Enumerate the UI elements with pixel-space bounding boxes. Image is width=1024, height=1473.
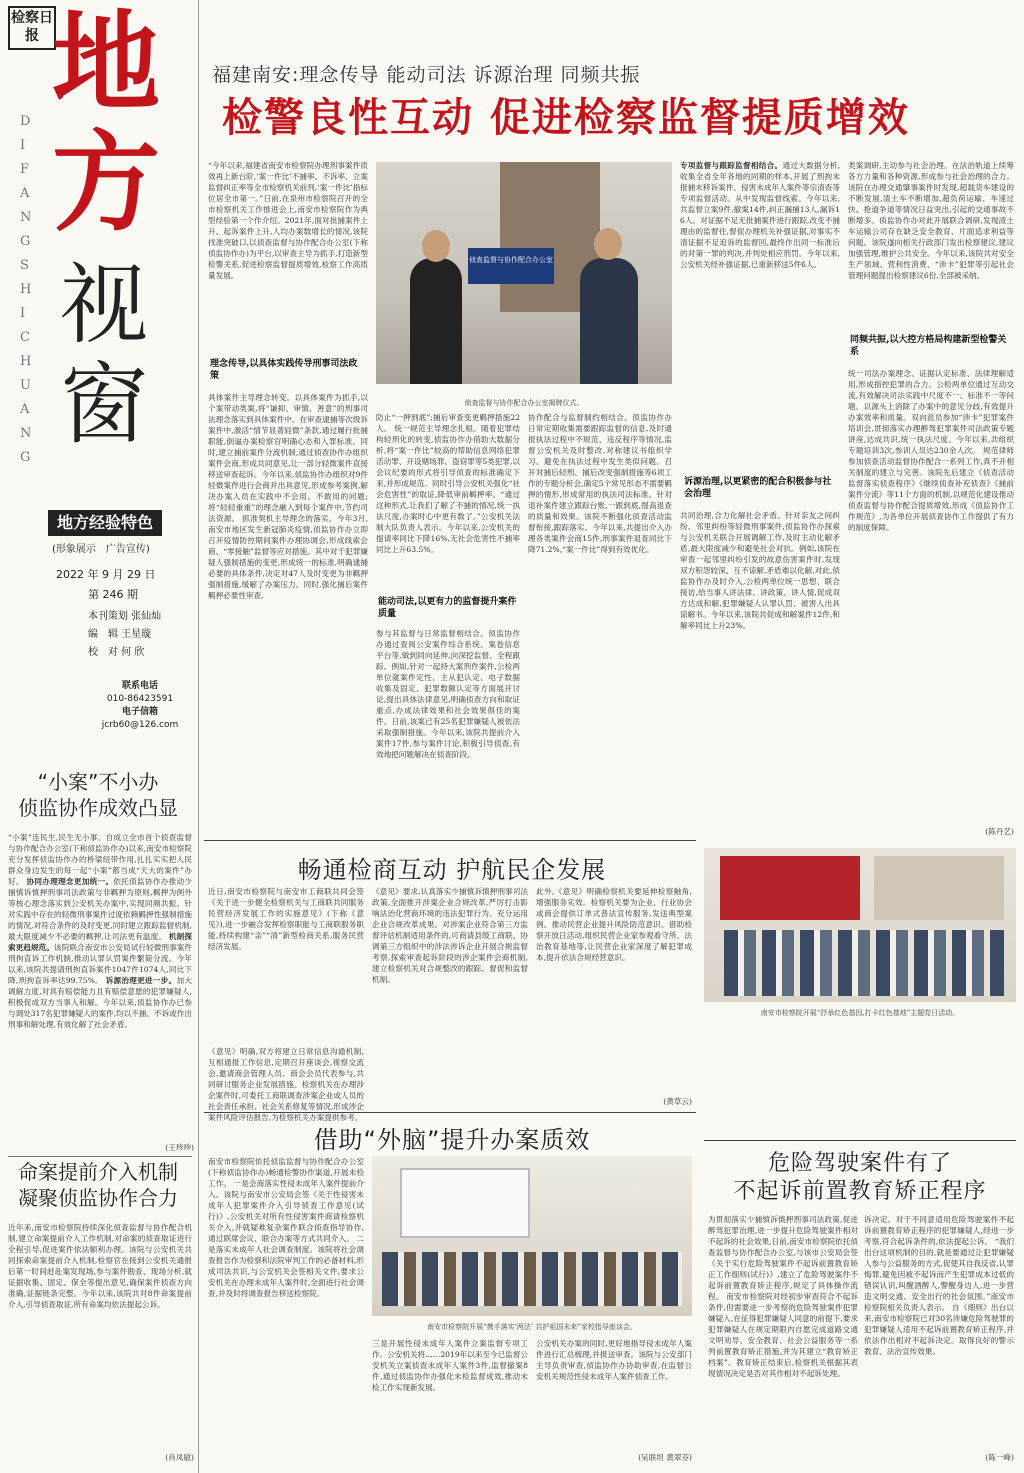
sidebar2-title-2: 凝聚侦监协作合力 [18, 1186, 178, 1210]
main-col-2b: 参与其监督与日常监督相结合。侦监协作办通过查阅公安案件综合系统、案卷信息平台等,做到同向延伸,向深挖监督、全程跟踪。例如,针对一起持大案刑件案件,公检两单位就案件定性、主从犯认定、电子数据收集及固定、犯罪数额认定等方面展开讨论,提出具体法律意见,明确侦查方向和取证重点,办成法律效果和社会效果俱佳的案件。日前,该案已有25名犯罪嫌疑人被依法采取强制措施。今年以来,该院共提前介入案件17件,参与案件讨论,积极引导侦查,有效地把问题解决在侦查阶段。 [376, 629, 520, 759]
sidebar1-sub-2: 机制探索更趋规范。 [8, 932, 192, 952]
article2-byline: (黄草云) [663, 1097, 692, 1106]
sidebar1-body [8, 832, 192, 1142]
main-photo-caption: 侦查监督与协作配合办公室揭牌仪式。 [464, 399, 584, 407]
sidebar1-intro: “小案”连民生,民生无小事。自成立全市首个侦查监督与协作配合办公室(下称侦监协作办)以来,南安市检察院充分发挥侦监协作办的桥梁纽带作用,扎扎实实把人民群众身边发生的每一起“小案”都当成“天大的案件”办好。 [8, 833, 192, 886]
article2-bottom-rule [204, 1112, 696, 1113]
article5-col-1 [708, 1214, 858, 1452]
main-para-8-sub: 专项监督与跟踪监督相结合。 [680, 161, 783, 170]
photo-group [724, 930, 1004, 996]
masthead-big-3: 视 [60, 253, 149, 356]
photo-sign-text: 侦查监督与协作配合办公室 [469, 256, 553, 264]
credit-proofreader: 校 对 何 欣 [88, 647, 145, 658]
main-col-1b [208, 392, 368, 836]
photo-projection-screen [400, 1168, 530, 1238]
masthead-big-1: 地 [52, 1, 161, 126]
sidebar2-title-1: 命案提前介入机制 [18, 1160, 178, 1184]
article4-col-1 [208, 1156, 364, 1468]
main-subhead-1: 理念传导,以具体实践传导刑事司法政策 [210, 359, 358, 381]
sidebar1-para-2: 该院联合南安市公安局试行轻微刑事案件刑拘直诉工作机制,推动认罪认罚案件繁简分流。今年以来,该院共提请刑拘直诉案件1047件1074人,同比下降,刑拘直诉率达99.75%。 [8, 943, 193, 985]
email-title: 电子信箱 [121, 707, 158, 717]
main-para-4: 防止“一押到底”;捕后审查变更羁押措施22人。 [376, 413, 520, 433]
main-subhead-3: 诉源治理,以更紧密的配合积极参与社会治理 [684, 477, 832, 499]
main-col-5b [848, 368, 1014, 826]
main-bottom-rule [204, 840, 696, 841]
article5-rule [704, 1140, 1016, 1141]
masthead-pinyin: D I F A N G S H I C H U A N G [20, 114, 32, 465]
contact-email[interactable]: jcrb60@126.com [101, 720, 179, 730]
article2-caption: 南安市检察院开展“抒承红色基因,打卡红色基地”主题党日活动。 [760, 1009, 960, 1017]
sidebar2-body: 近年来,南安市检察院持续深化侦查监督与协作配合机制,建立命案提前介入工作机制,对命案的侦查取证进行全程引导,促进案件依法顺利办理。该院与公安机关共同探索命案提前介入机制,检察官在接到公安机关通报后第一时间赶赴案发现场,参与案件勘查、现场分析,就证据收集、固定、保全等提出意见,确保案件侦查方向准确,证据链条完整。今年以来,该院共对8件命案提前介入,引导侦查取证,所有命案均依法提起公诉。 [8, 1223, 192, 1309]
main-subhead-2: 能动司法,以更有力的监督提升案件质量 [378, 597, 517, 619]
article5-para-5: 自《细则》出台以来,南安市检察院已对30名涉嫌危险驾驶罪的犯罪嫌疑人适用不起诉前置教育矫正程序,并依法作出相对不起诉决定。取得良好的警示教育、法治宣传效果。 [864, 1303, 1015, 1356]
badge [48, 510, 162, 536]
main-col-4 [680, 160, 840, 470]
credit-editor: 编 辑 王星璇 [88, 629, 152, 640]
article5-para-1: 为贯彻落实少捕慎诉慎押刑事司法政策,促进醉驾犯罪治理,进一步提升危险驾驶案件相对不起诉的社会效果,日前,南安市检察院依托侦查监督与协作配合办公室,与该市公安局会签《关于实行危险驾驶案件不起诉前置教育矫正工作细则(试行)》,建立了危险驾驶案件不起诉前置教育矫正程序,规定了具体操作流程。 [708, 1215, 858, 1301]
sidebar1-sub-1: 协同办理理念更加统一。 [26, 877, 114, 886]
sidebar-divider [8, 1156, 192, 1157]
article4-para-1: 南安市检察院依托侦监监督与协作配合办公室(下称侦监协作办)畅通检警协作渠道,开展未检工作。 [208, 1157, 364, 1188]
column-separator [198, 0, 199, 1473]
main-para-3: 抓准契机主导理念的落实。今年3月,南安市地区发生新冠肺炎疫情,侦监协作办立即召开疫情防控期间案件办理协调会,形成线索会商、“零接触”监督等应对措施。其中对于犯罪嫌疑人强制措施的变更,形成统一的标准,明确逮捕必要的具体条件,决定对47人及时变更为非羁押强制措施,缓解了办案压力。同时,强化捕后案件羁押必要性审查, [208, 514, 368, 600]
article2-col-1b: 《意见》明确,双方将建立日常信息沟通机制,互相通报工作信息,定期召开座谈会,视察交流会,邀请商会管理人员、商会会员代表参与,共同研讨服务企业发展措施。检察机关在办理涉企案件时,可委托工商联调查涉案企业或人员的社会责任承担、社会关系修复等情况,形成涉企案件风险评估报告,为检察机关办案提供参考。 [208, 1047, 364, 1122]
main-col-1a [208, 160, 368, 350]
article4-para-3: 二是落实未成年人社会调查制度。该院将社会调查报告作为检察和法院审判工作的必备材料,形成司法共识,与公安机关会签相关文件,要求公安机关在办理未成年人案件时,全面进行社会调查,并及时将调查报告移送检察院。 [208, 1234, 364, 1298]
article4-col-3b [536, 1338, 692, 1448]
sidebar2-byline: (肖凤敏) [165, 1453, 194, 1462]
article5-col-2 [864, 1214, 1014, 1452]
article3-title-visible: 借助“外脑”提升办案质效 [313, 1126, 591, 1154]
photo-sign [468, 248, 554, 284]
credits [88, 608, 178, 662]
article4-col-2b [372, 1338, 528, 1448]
badge-text: 地方经验特色 [56, 513, 153, 532]
article5-para-2: 南安市检察院对经初步审查符合不起诉条件,但需要进一步考察的危险驾驶案件犯罪嫌疑人,在征得犯罪嫌疑人同意的前提下,要求犯罪嫌疑人在规定期限内自愿完成道路交通文明劝导、安全教育、社会公益服务等一系列前置教育矫正措施,并为其建立“教育矫正档案”。教育矫正结束后,检察机关根据其表现情况决定是否对其作相对不起诉处理。 [708, 1292, 859, 1378]
article5-title-1: 危险驾驶案件有了 [767, 1151, 952, 1176]
main-kicker: 福建南安:理念传导 能动司法 诉源治理 同频共振 [212, 64, 641, 86]
article5-title-2: 不起诉前置教育矫正程序 [733, 1179, 987, 1204]
article5-byline: (陈一峰) [985, 1453, 1014, 1462]
article4-byline: (吴联坦 黄翠芬) [638, 1453, 692, 1462]
photo-person-right-head [594, 228, 622, 260]
sidebar1-sub-3: 诉源治理更进一步。 [105, 976, 177, 985]
main-para-2: 具体案件主导理念转变。以具体案件为抓手,以个案带动类案,将“谦抑、审慎、善意”的刑事司法理念落实到具体案件中。在审查逮捕等次级诉案件中,激活“情节显著轻微”条款,通过履行批捕职能,倒逼办案检察官明确心态和入罪标准。同时,建立捕前案件分流机制,通过侦查协作办组织案件会商,形成共同意见,让一部分轻微案件直接移送审查起诉。今年以来,侦监协作办组织对9件轻微案件进行会商并出具意见,形成参考案例,解决办案人员在实践中不会用、不敢用的问题;将“轻轻重重”的理念融入到每个案件中,节约司法资源。 [208, 393, 368, 523]
main-byline: (陈丹艺) [985, 827, 1014, 836]
article4-photo [372, 1156, 692, 1316]
main-para-8: 通过大数据分析,收集全省全年各地的同期的样本,开展了刑拘未报捕未移诉案件、侵害未成年人案件等宗清查等专项监督活动。从中发现监督线索。今年以来,共监督立案9件,撤案14件,纠正漏捕13人,漏诉16人。对证据不足无批捕案件进行跟踪,改变不捕理由的监督往,督促办理机关补强证据,对事实不清证据不足追诉的监督回,最终作出同一标准后的对第一罪的判决,并判处相应刑罚。今年以来,公安机关经补强证据,已重新移送5件6人。 [680, 161, 841, 269]
main-col-3 [528, 412, 672, 836]
contact-title: 联系电话 [121, 681, 158, 691]
photo-exhibit-panel [720, 856, 860, 920]
masthead-big-2: 方 [52, 121, 161, 246]
sidebar1-title-1: “小案”不小办 [37, 770, 159, 794]
article4-para-5: 公安机关办案的同时,更好地指导侵未成年人案件进行汇总梳理,并报送审查。该院与公安部门主导负责审查,侦监协作办协助审查,在监督公安机关规范性侵未成年人案件侦查工作。 [536, 1339, 692, 1381]
sidebar1-byline: (王珍珍) [165, 1143, 194, 1152]
article2-photo [704, 848, 1016, 1002]
contact-block [100, 680, 180, 732]
contact-phone: 010-86423591 [106, 694, 174, 704]
main-col-5: 类案调研,主动参与社会治理。在法治轨道上续筹各方力量和各种资源,形成参与社会治理的合力。该院在办理交通肇事案件时发现,超载货车建设的不断发展,渣土车不断增加,超负荷运输、车速过快、抢道争道等情况日益突出,引起的交通事故不断增多。侦监协作办对此开展联合调研,发现渣土车运输公司存在缺乏安全教育、片面追求利益等问题。该院遂向相关行政部门发出检察建议,建议加强管理,维护公共安全。今年以来,该院共对安全生产领域、营利性消费、“涉卡”犯罪等引起社会管理问题提出检察建议6份,全部被采纳。 [848, 161, 1014, 280]
article2-title: 畅通检商互动 护航民企发展 [297, 856, 607, 884]
main-subhead-4: 同频共振,以大控方格局构建新型检警关系 [850, 335, 1007, 357]
article4-caption: 南安市检察院开展“携手落实‘两法’ 共护祖国未来”家校指导座谈会。 [427, 1323, 637, 1331]
photo-person-left-head [422, 230, 450, 262]
article4-para-2: 一是会商落实性侵未成年人案件提前介入。该院与南安市公安局会签《关于性侵害未成年人犯罪案件介入引导侦查工作意见(试行)》,公安机关对所有性侵害案件商请检察机关介入,并就疑难复杂案件联合侦查指导协作,通过联席会议、联合办案等方式共同介入。 [208, 1179, 365, 1243]
main-para-5: 统一规范主导理念扎根。随着犯罪结构轻刑化的转变,侦监协作办借助大数据分析,将“案一件比”较高的帮助信息网络犯罪活动罪、开设赌场罪、盗窃罪等5类犯罪,以会议纪要的形式将引导侦查的标准确定下来,并形成规范。同时引导公安机关强化“社会危害性”的取证,降低审前羁押率。“通过这种形式,让我们了解了不捕的情况,统一执法尺度,办案时心中更有数了。”公安机关法制大队负责人表示。今年以来,公安机关的提请率同比下降16%,无社会危害性不捕率同比上升63.5%。 [376, 424, 520, 554]
issue-number: 第 246 期 [88, 588, 138, 601]
article2-col-1: 近日,南安市检察院与南安市工商联共同会签《关于进一步健全检察机关与工商联共同服务民营经济发展工作的实施意见》(下称《意见》),进一步融合发挥检察职能与工商联服务职能,持续构建“亲”“清”新型检商关系,服务民营经济发展。 [208, 887, 364, 951]
masthead-logo [8, 6, 56, 50]
article5-para-4: “我们出台这项机制的目的,就是要通过让犯罪嫌疑人参与公益服务的方式,促使其自我反省,认罪悔罪,避免因被不起诉而产生犯罪成本过低的错误认识,叫醒酒醉人,警醒身边人,进一步营造文明交通、安全出行的社会氛围。”南安市检察院相关负责人表示。 [864, 1237, 1014, 1312]
logo-text: 检察日报 [11, 10, 53, 44]
main-photo [376, 162, 672, 384]
main-para-12: 规范律师参加侦查活动监督协作配合一系列工作,真不开相关制度的建立与完善。该院先后建立《侦查活动监督落实侦查程序》《继续侦查补充侦查》《捕前案件分流》等11个方面的机制,以规范化建设推动侦查监督与协作配合提质增效,形成《侦监协作工作规范》,为各单位开展侦查协作工作提供了有力的制度保障。 [848, 446, 1014, 532]
main-col-2 [376, 412, 520, 588]
sidebar1-title-2: 侦监协作成效凸显 [18, 796, 178, 820]
article2-col-2: 《意见》要求,认真落实少捕慎诉慎押刑事司法政策,全面推开涉案企业合规改革,严厉打击影响法治化营商环境的违法犯罪行为。充分运用企业合规改革成果。对涉案企业符合第三方监督评估机制适用条件的,可商请县级工商联、协调第三方组织中的涉法涉诉企业开展合规监督考察,探索审查起诉阶段的涉企案件会商机制,建立检察机关对合规整改的跟踪、督促和监督机制。 [372, 887, 528, 984]
article2-col-3: 此外,《意见》明确检察机关要延伸检察触角,增强服务实效。检察机关要为企业、行业协会或商会提供订单式普法宣传服务,发送典型案例。推动民营企业提升风险防范意识。借助检察开放日活动,组织民营企业家参观看守所、法治教育基地等,让民营企业家深度了解犯罪成本,提升依法合规经营意识。 [536, 887, 692, 962]
article4-para-4: 三是开展性侵未成年人案件立案监督专项工作。公安机关将……2019年以来至今已监督公安机关立案侦查未成年人案件3件,监督撤案8件,通过侦监协作办强化未检监督成效,推动未检工作实现新发展。 [372, 1339, 529, 1392]
masthead-big-4: 窗 [60, 353, 149, 456]
sidebar1-para-1: 依托侦监协作办推动少捕慎诉慎押刑事司法政策与非羁押为原则,羁押为例外等核心理念落实到公安机关办案中,实现同频共振。针对实践中存在的轻微刑事案件过度依赖羁押性强制措施的情况,对符合条件的及时变更,同时建立跟踪监督机制,最大限度减少不必要的羁押,让司法更有温度。 [8, 877, 193, 941]
photo-person-right [580, 258, 638, 384]
credit-planner: 本刊策划 张仙灿 [88, 611, 162, 622]
photo-person-left [410, 258, 462, 384]
sidebar1-para-3: 加大调解力度,对具有赔偿能力且有赔偿意愿的犯罪嫌疑人,积极促成双方当事人和解。今年以来,侦监协作办已参与调处317名犯罪嫌疑人的案件,均以不捕、不诉或作出刑事和解处理,有效化解了社会矛盾。 [8, 976, 193, 1029]
main-col-4b: 共同治理,合力化解社会矛盾。针对亲友之间纠纷、邻里纠纷等轻微刑事案件,侦监协作办探索与公安机关联合开展调解工作,及时主动化解矛盾,最大限度减少和避免社会对抗。例如,该院在审查一起邻里纠纷引发的故意伤害案件时,发现双方积怨较深、互不谅解,矛盾难以化解,对此,侦监协作办及时介入,公检两单位统一思想、联合接访,给当事人讲法律、讲政策、讲人情,促成双方达成和解,犯罪嫌疑人认罪认罚、被害人出具谅解书。今年以来,该院共促成和解案件12件,和解率同比上升23%。 [680, 511, 840, 630]
photo-meeting-table [382, 1252, 682, 1306]
main-para-7: 协作配合与监督制约相结合。侦监协作办日常定期收集需要跟踪监督的信息,及时通报执法过程中不规范、违反程序等情况,监督公安机关及时整改,对称建议书组织学习。避免在执法过程中发生类似问题。召开对捕后轻刑、捕后改变强制措施等6项工作的专题分析会,确定5个常见形态不需要羁押的情形,形成常用的执法司法标准。针对退补案件建立跟踪台账,一跟到底,提高退查的质量和效果。该院不断强化侦查活动监督衔接,跟踪落实。今年以来,共提出介入办理各类案件会商15件,刑事案件退查同比下降71.2%,“案一件比”得到有效优化。 [528, 413, 672, 554]
article5-para-3: 诉决定。对于不同意适用危险驾驶案件不起诉前置教育矫正程序的犯罪嫌疑人,经进一步考察,符合起诉条件的,依法提起公诉。 [864, 1215, 1014, 1246]
main-para-1: “今年以来,福建省南安市检察院办理刑事案件质效再上新台阶,‘案一件比’不捕率、不诉率、立案监督纠正率等全市检察机关前列,‘案一件比’指标位居全市第一。”日前,在泉州市检察院召开的全市检察机关工作推进会上,南安市检察院作为典型经验第一个作介绍。2021年,面对批捕案件上升、起诉案件上升,人均办案数增长的情况,该院找准突破口,以侦查监督与协作配合办公室(下称侦监协作办)为平台,以审查主导为抓手,打造新型检警关系,促进检察监督提质增效,检察工作高质量发展。 [208, 161, 368, 280]
main-para-11: 统一司法办案理念、证据认定标准、法律理解适用,形成指控犯罪的合力。公检两单位通过互动交流,有效解决司法实践中尺度不一、标准不一等问题。以源头上消除了办案中的意见分歧,有效提升办案效率和质量。双向派员参加“涉卡”犯罪案件培训会,贯彻落实办理醉驾犯罪案件司法政策专题讲座,达成共识,统一执法尺度。今年以来,共组织专题培训3次,参训人员达230余人次。 [848, 369, 1014, 455]
main-headline: 检警良性互动 促进检察监督提质增效 [222, 95, 910, 141]
photo-exhibit-wall [874, 856, 1004, 920]
issue-date: 2022 年 9 月 29 日 [56, 568, 156, 581]
badge-note: (形象展示 广告宣传) [52, 544, 150, 555]
